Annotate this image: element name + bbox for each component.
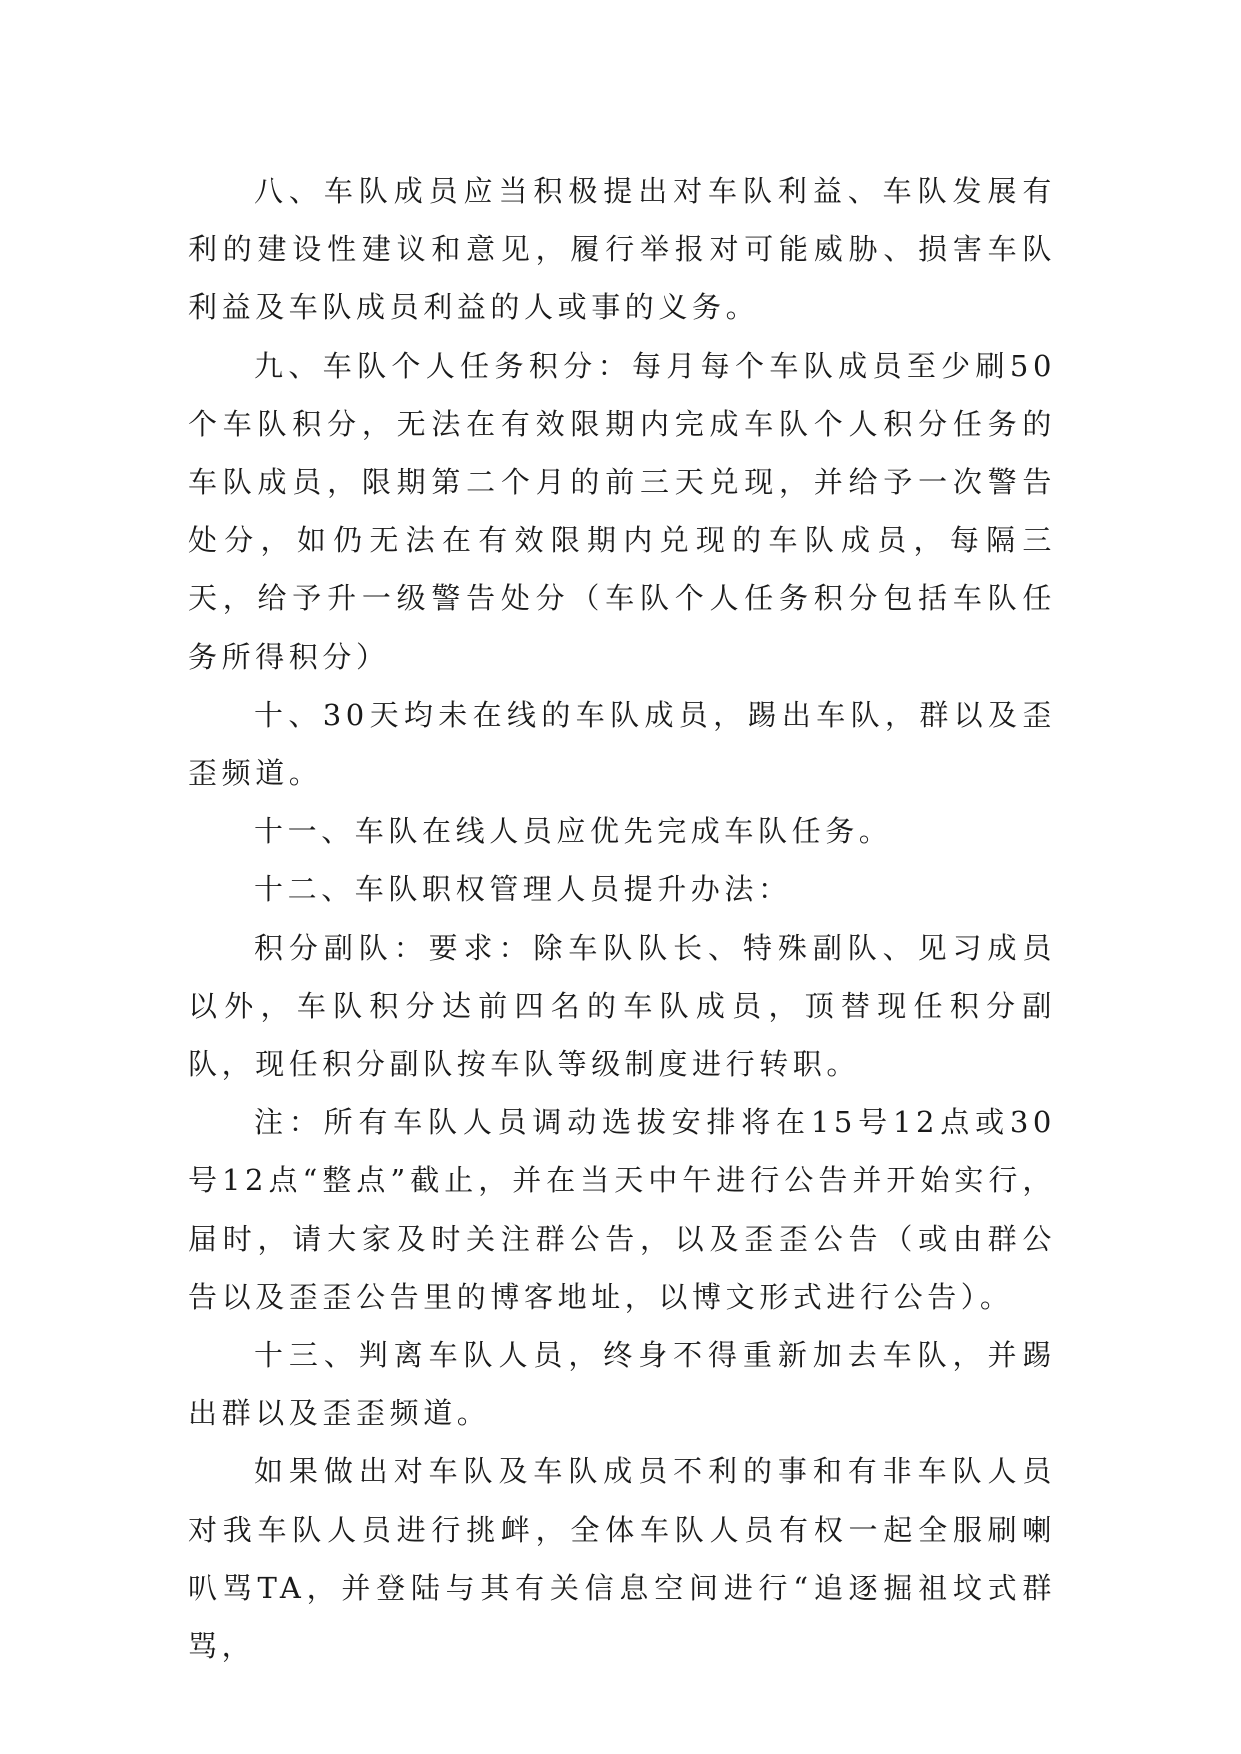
paragraph-8: 八、车队成员应当积极提出对车队利益、车队发展有利的建设性建议和意见，履行举报对可能威胁、损害车队利益及车队成员利益的人或事的义务。 — [188, 174, 1056, 325]
paragraph-13: 十三、判离车队人员，终身不得重新加去车队，并踢出群以及歪歪频道。 — [188, 1338, 1056, 1431]
paragraph-points-deputy: 积分副队：要求：除车队队长、特殊副队、见习成员以外，车队积分达前四名的车队成员，顶替现任积分副队，现任积分副队按车队等级制度进行转职。 — [188, 930, 1056, 1082]
paragraph-closing: 如果做出对车队及车队成员不利的事和有非车队人员对我车队人员进行挑衅，全体车队人员有权一起全服刷喇叭骂TA，并登陆与其有关信息空间进行“追逐掘祖坟式群骂， — [188, 1454, 1056, 1664]
paragraph-11: 十一、车队在线人员应优先完成车队任务。 — [254, 814, 893, 849]
document-body — [188, 162, 1056, 1675]
paragraph-note: 注：所有车队人员调动选拔安排将在15号12点或30号12点“整点”截止，并在当天中午进行公告并开始实行，届时，请大家及时关注群公告，以及歪歪公告（或由群公告以及歪歪公告里的博客地址，以博文形式进行公告）。 — [188, 1105, 1056, 1314]
paragraph-12: 十二、车队职权管理人员提升办法： — [254, 872, 792, 907]
paragraph-9: 九、车队个人任务积分：每月每个车队成员至少刷50个车队积分，无法在有效限期内完成车队个人积分任务的车队成员，限期第二个月的前三天兑现，并给予一次警告处分，如仍无法在有效限期内兑现的车队成员，每隔三天，给予升一级警告处分（车队个人任务积分包括车队任务所得积分） — [188, 348, 1056, 674]
paragraph-10: 十、30天均未在线的车队成员，踢出车队，群以及歪歪频道。 — [188, 697, 1056, 791]
